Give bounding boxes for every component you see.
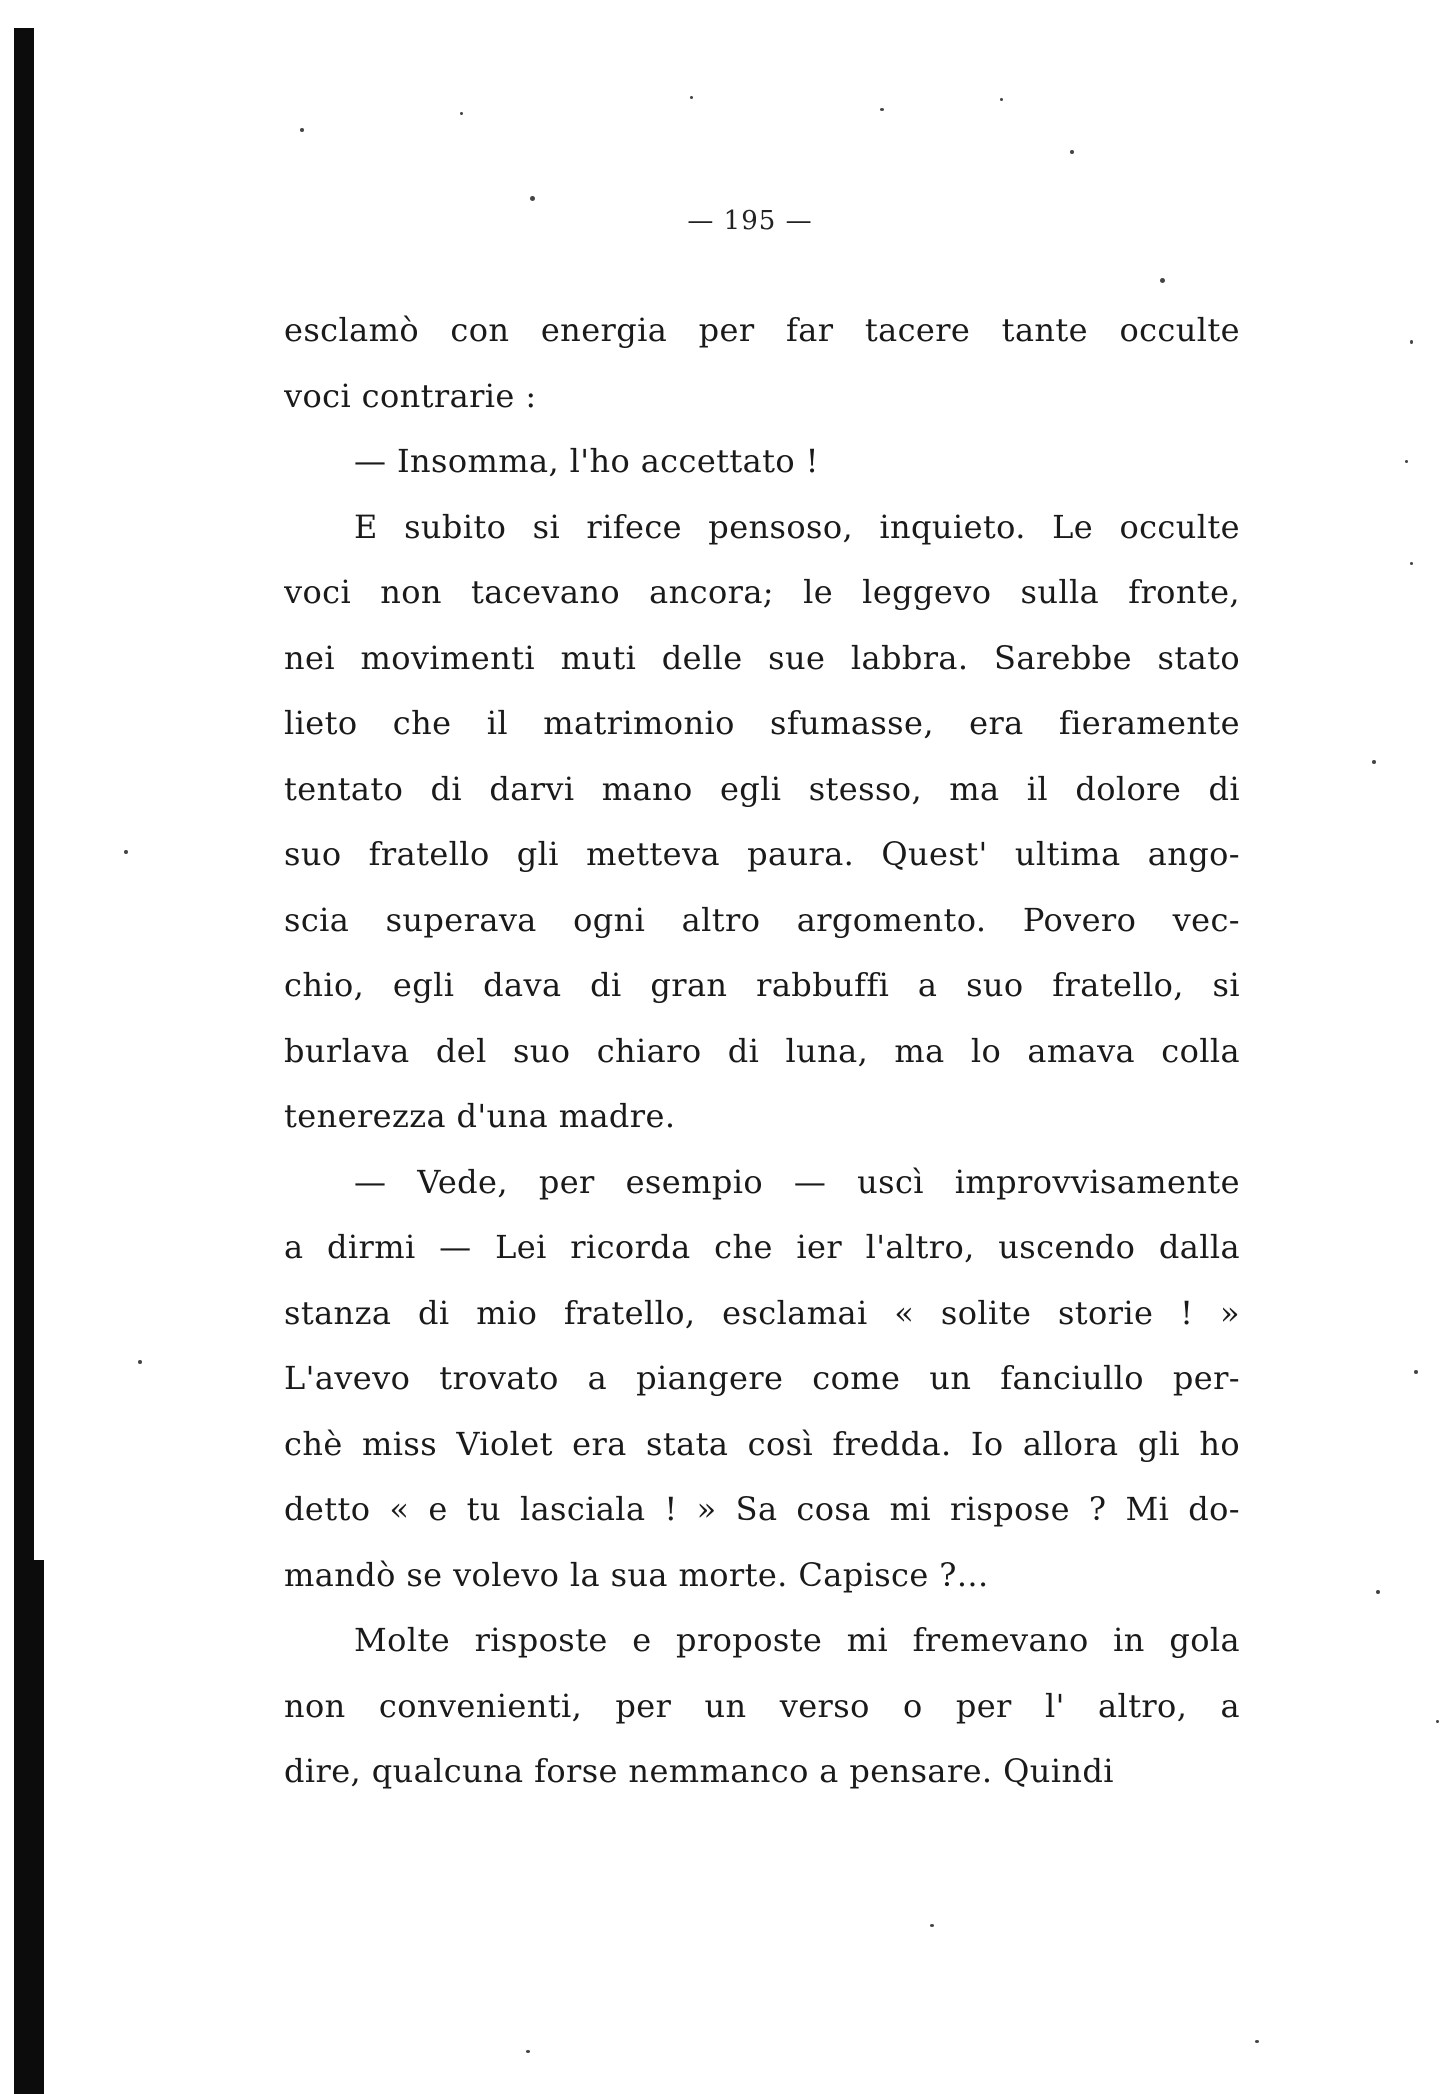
text-line: dire, qualcuna forse nemmanco a pensare. Quindi	[284, 1752, 1114, 1790]
scan-speck	[1255, 2040, 1259, 2043]
scan-speck	[460, 112, 463, 115]
page-number: — 195 —	[687, 206, 813, 236]
scan-speck	[1436, 1720, 1439, 1723]
text-line: lieto che il matrimonio sfumasse, era fieramente	[284, 704, 1240, 742]
scan-speck	[880, 108, 884, 111]
scan-speck	[1405, 460, 1408, 463]
text-line: tenerezza d'una madre.	[284, 1097, 676, 1135]
scan-speck	[530, 196, 535, 201]
text-line: — Vede, per esempio — uscì improvvisamente	[354, 1162, 1240, 1201]
text-line: burlava del suo chiaro di luna, ma lo amava colla	[284, 1031, 1240, 1070]
text-line: a dirmi — Lei ricorda che ier l'altro, uscendo dalla	[284, 1228, 1240, 1266]
text-line: L'avevo trovato a piangere come un fanciullo per-	[284, 1359, 1240, 1397]
text-line: chio, egli dava di gran rabbuffi a suo fratello, si	[284, 966, 1240, 1004]
text-line: suo fratello gli metteva paura. Quest' ultima ango-	[284, 835, 1240, 873]
text-line: nei movimenti muti delle sue labbra. Sarebbe stato	[284, 638, 1240, 677]
scan-speck	[1410, 562, 1413, 565]
body-text	[284, 298, 1240, 1805]
text-line: detto « e tu lasciala ! » Sa cosa mi rispose ? Mi do-	[284, 1490, 1240, 1528]
scan-speck	[300, 128, 304, 132]
scan-speck	[690, 96, 693, 99]
scan-speck	[1160, 278, 1165, 283]
text-line: mandò se volevo la sua morte. Capisce ?...	[284, 1555, 989, 1594]
scan-speck	[1376, 1590, 1380, 1594]
scan-speck	[124, 850, 128, 854]
text-line: stanza di mio fratello, esclamai « solite storie ! »	[284, 1293, 1240, 1332]
text-line: — Insomma, l'ho accettato !	[354, 442, 819, 480]
text-line: tentato di darvi mano egli stesso, ma il dolore di	[284, 769, 1240, 808]
scan-speck	[1372, 760, 1376, 764]
text-line: scia superava ogni altro argomento. Povero vec-	[284, 900, 1240, 939]
scan-speck	[526, 2050, 530, 2053]
text-line: non convenienti, per un verso o per l' altro, a	[284, 1686, 1240, 1725]
scan-speck	[138, 1360, 142, 1364]
text-line: voci non tacevano ancora; le leggevo sulla fronte,	[284, 573, 1240, 611]
text-line: voci contrarie :	[284, 376, 537, 415]
text-line: Molte risposte e proposte mi fremevano in gola	[354, 1621, 1240, 1659]
binding-edge-lower	[30, 1560, 44, 2094]
scan-speck	[1070, 150, 1074, 154]
scan-speck	[1000, 98, 1003, 101]
text-line: chè miss Violet era stata così fredda. Io allora gli ho	[284, 1424, 1240, 1463]
scan-speck	[930, 1924, 934, 1927]
scan-speck	[1410, 340, 1413, 344]
scan-speck	[1414, 1370, 1418, 1374]
text-line: E subito si rifece pensoso, inquieto. Le occulte	[354, 507, 1240, 546]
text-line: esclamò con energia per far tacere tante occulte	[284, 311, 1240, 349]
